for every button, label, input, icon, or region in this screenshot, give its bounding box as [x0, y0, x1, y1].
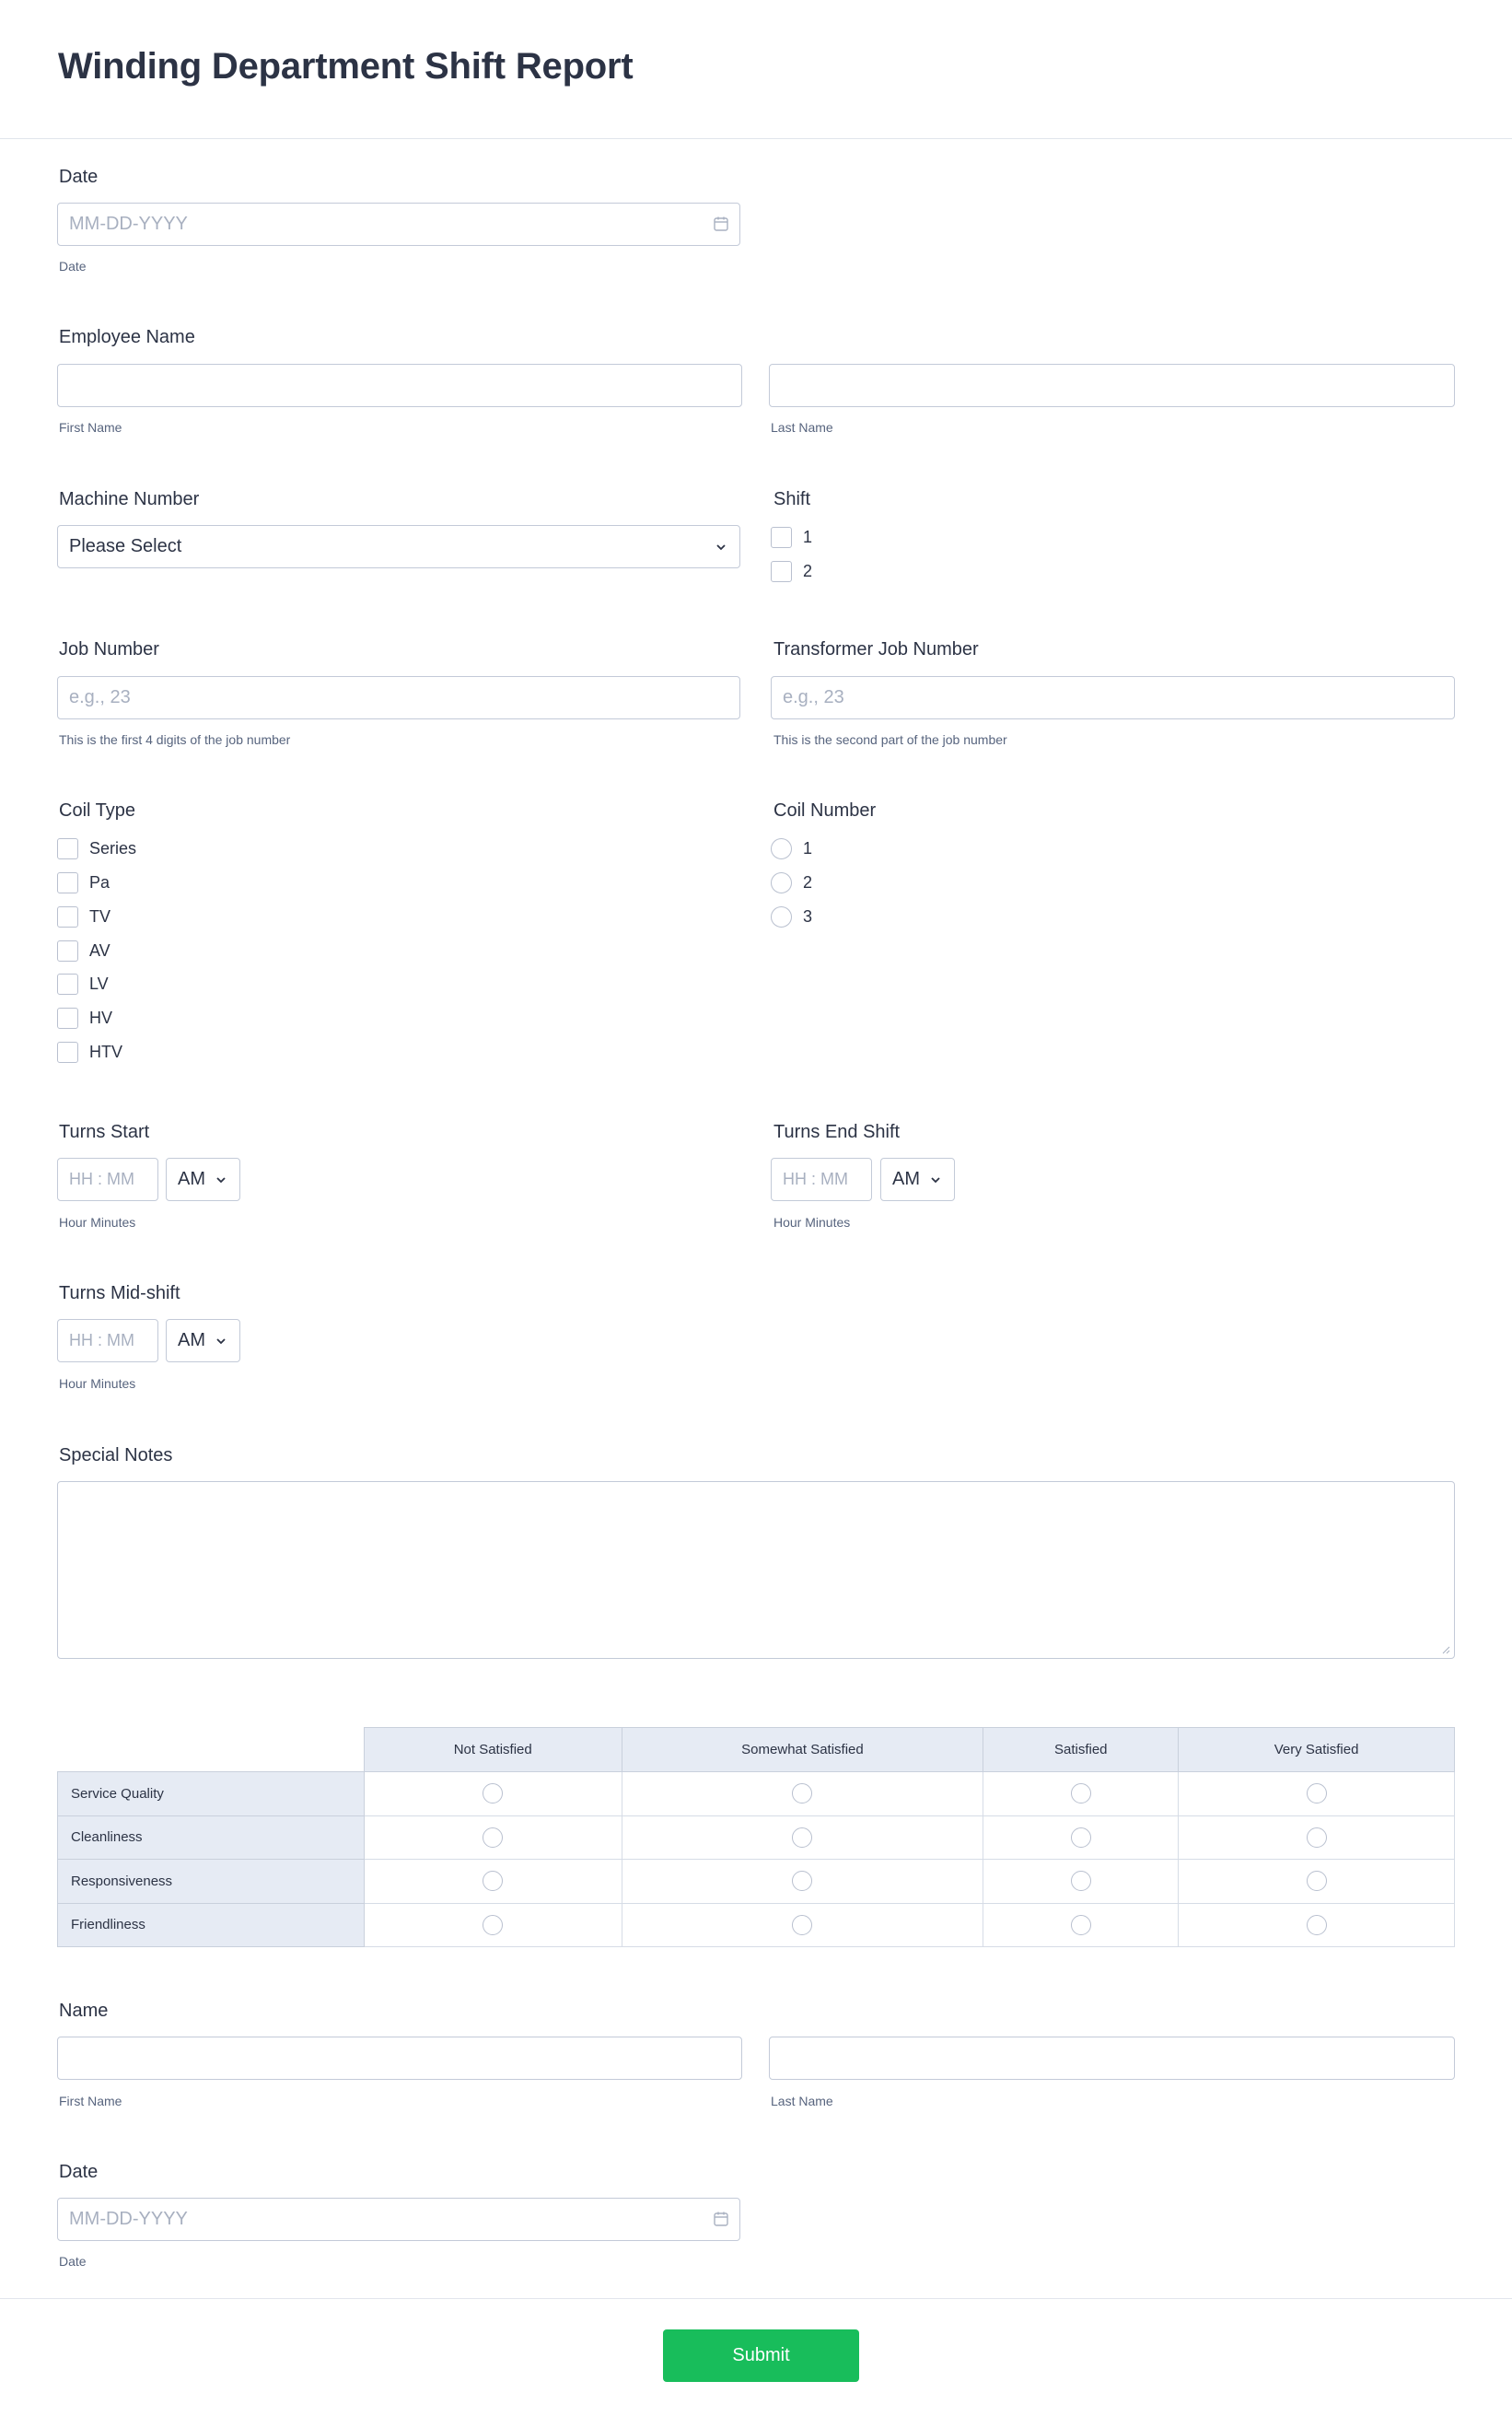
- matrix-row-label: Responsiveness: [58, 1860, 365, 1904]
- matrix-row: [58, 1772, 1455, 1816]
- matrix-radio[interactable]: [483, 1915, 503, 1935]
- shift-option-1[interactable]: [771, 527, 812, 548]
- date2-field-wrap: [57, 2198, 740, 2241]
- matrix-radio[interactable]: [792, 1871, 812, 1891]
- transformer-job-number-sublabel: This is the second part of the job number: [773, 732, 1007, 747]
- coil-type-option-tv[interactable]: [57, 906, 110, 928]
- checkbox[interactable]: [57, 872, 78, 893]
- matrix-radio[interactable]: [792, 1783, 812, 1803]
- turns-mid-label: Turns Mid-shift: [59, 1283, 180, 1303]
- ampm-value: AM: [178, 1169, 205, 1189]
- matrix-radio[interactable]: [1307, 1827, 1327, 1848]
- employee-last-name-input[interactable]: [769, 364, 1455, 407]
- first-name-input[interactable]: [57, 2037, 742, 2080]
- machine-number-label: Machine Number: [59, 489, 200, 509]
- turns-end-ampm-select[interactable]: [880, 1158, 955, 1201]
- matrix-radio[interactable]: [1307, 1871, 1327, 1891]
- checkbox[interactable]: [57, 940, 78, 962]
- employee-last-name-sublabel: Last Name: [771, 420, 833, 435]
- coil-type-option-htv[interactable]: [57, 1042, 122, 1063]
- shift-option-label: 1: [803, 528, 813, 546]
- turns-start-time-input[interactable]: [57, 1158, 158, 1201]
- coil-type-option-hv[interactable]: [57, 1008, 112, 1029]
- transformer-job-number-label: Transformer Job Number: [773, 639, 979, 660]
- calendar-icon[interactable]: [713, 2211, 729, 2227]
- matrix-column-header: Not Satisfied: [364, 1728, 622, 1772]
- coil-type-option-label: Series: [89, 839, 137, 858]
- matrix-radio[interactable]: [792, 1915, 812, 1935]
- form-header: [0, 0, 1512, 139]
- coil-number-option-label: 2: [803, 873, 813, 892]
- shift-option-2[interactable]: [771, 561, 812, 582]
- checkbox[interactable]: [771, 561, 792, 582]
- special-notes-textarea[interactable]: [57, 1481, 1455, 1659]
- coil-number-option-label: 1: [803, 839, 813, 858]
- turns-start-ampm-select[interactable]: [166, 1158, 240, 1201]
- coil-number-option-label: 3: [803, 907, 813, 926]
- satisfaction-matrix: [57, 1727, 1455, 1947]
- special-notes-label: Special Notes: [59, 1445, 173, 1465]
- turns-mid-time-input[interactable]: [57, 1319, 158, 1362]
- resize-grip-icon[interactable]: [1441, 1645, 1450, 1654]
- radio[interactable]: [771, 838, 792, 859]
- matrix-row-label: Cleanliness: [58, 1815, 365, 1860]
- radio[interactable]: [771, 906, 792, 928]
- coil-type-label: Coil Type: [59, 800, 136, 821]
- date-sublabel: Date: [59, 259, 87, 274]
- chevron-down-icon: [928, 1173, 943, 1187]
- coil-number-option-1[interactable]: [771, 838, 812, 859]
- matrix-radio[interactable]: [1071, 1783, 1091, 1803]
- page-title: Winding Department Shift Report: [58, 46, 634, 87]
- date2-input[interactable]: [57, 2198, 740, 2241]
- date-field-wrap: [57, 203, 740, 246]
- ampm-value: AM: [178, 1330, 205, 1350]
- date-input[interactable]: [57, 203, 740, 246]
- machine-number-select[interactable]: [57, 525, 740, 568]
- coil-type-option-series[interactable]: [57, 838, 136, 859]
- employee-name-label: Employee Name: [59, 327, 195, 347]
- matrix-radio[interactable]: [1307, 1915, 1327, 1935]
- turns-mid-sublabel: Hour Minutes: [59, 1376, 136, 1391]
- transformer-job-number-input[interactable]: [771, 676, 1455, 719]
- last-name-input[interactable]: [769, 2037, 1455, 2080]
- calendar-icon[interactable]: [713, 216, 729, 232]
- checkbox[interactable]: [771, 527, 792, 548]
- matrix-column-header: Very Satisfied: [1179, 1728, 1455, 1772]
- chevron-down-icon: [214, 1334, 228, 1348]
- matrix-row-label: Friendliness: [58, 1903, 365, 1947]
- last-name-sublabel: Last Name: [771, 2094, 833, 2108]
- coil-type-option-label: Pa: [89, 873, 110, 892]
- coil-number-option-2[interactable]: [771, 872, 812, 893]
- coil-type-option-av[interactable]: [57, 940, 110, 962]
- date2-label: Date: [59, 2162, 99, 2182]
- date-label: Date: [59, 167, 99, 187]
- matrix-row: [58, 1860, 1455, 1904]
- turns-start-sublabel: Hour Minutes: [59, 1215, 136, 1230]
- checkbox[interactable]: [57, 974, 78, 995]
- coil-type-option-pa[interactable]: [57, 872, 110, 893]
- matrix-row: [58, 1903, 1455, 1947]
- coil-type-option-label: AV: [89, 941, 110, 960]
- matrix-row: [58, 1815, 1455, 1860]
- matrix-column-header: Somewhat Satisfied: [622, 1728, 983, 1772]
- coil-number-option-3[interactable]: [771, 906, 812, 928]
- coil-type-option-lv[interactable]: [57, 974, 109, 995]
- matrix-column-header: Satisfied: [983, 1728, 1179, 1772]
- coil-type-option-label: HTV: [89, 1043, 122, 1061]
- radio[interactable]: [771, 872, 792, 893]
- first-name-sublabel: First Name: [59, 2094, 122, 2108]
- matrix-radio[interactable]: [483, 1871, 503, 1891]
- coil-type-option-label: LV: [89, 975, 109, 993]
- date2-sublabel: Date: [59, 2254, 87, 2269]
- turns-end-label: Turns End Shift: [773, 1122, 901, 1142]
- matrix-radio[interactable]: [1071, 1871, 1091, 1891]
- turns-end-time-input[interactable]: [771, 1158, 872, 1201]
- matrix-radio[interactable]: [1071, 1827, 1091, 1848]
- shift-label: Shift: [773, 489, 811, 509]
- matrix-row-label: Service Quality: [58, 1772, 365, 1816]
- employee-first-name-sublabel: First Name: [59, 420, 122, 435]
- turns-end-sublabel: Hour Minutes: [773, 1215, 851, 1230]
- name-label: Name: [59, 2001, 109, 2021]
- coil-type-option-label: TV: [89, 907, 111, 926]
- checkbox[interactable]: [57, 1042, 78, 1063]
- matrix-radio[interactable]: [1071, 1915, 1091, 1935]
- checkbox[interactable]: [57, 906, 78, 928]
- job-number-input[interactable]: [57, 676, 740, 719]
- matrix-radio[interactable]: [792, 1827, 812, 1848]
- checkbox[interactable]: [57, 838, 78, 859]
- turns-mid-ampm-select[interactable]: [166, 1319, 240, 1362]
- matrix-radio[interactable]: [483, 1827, 503, 1848]
- coil-type-option-label: HV: [89, 1009, 113, 1027]
- matrix-corner: [58, 1728, 365, 1772]
- matrix-radio[interactable]: [1307, 1783, 1327, 1803]
- checkbox[interactable]: [57, 1008, 78, 1029]
- matrix-radio[interactable]: [483, 1783, 503, 1803]
- coil-number-label: Coil Number: [773, 800, 877, 821]
- turns-start-label: Turns Start: [59, 1122, 150, 1142]
- chevron-down-icon: [214, 1173, 228, 1187]
- job-number-sublabel: This is the first 4 digits of the job number: [59, 732, 291, 747]
- machine-number-selected: Please Select: [69, 536, 182, 556]
- ampm-value: AM: [892, 1169, 920, 1189]
- chevron-down-icon: [714, 540, 728, 554]
- shift-option-label: 2: [803, 562, 813, 580]
- matrix-header-row: [58, 1728, 1455, 1772]
- job-number-label: Job Number: [59, 639, 159, 660]
- employee-first-name-input[interactable]: [57, 364, 742, 407]
- submit-button[interactable]: Submit: [663, 2329, 859, 2382]
